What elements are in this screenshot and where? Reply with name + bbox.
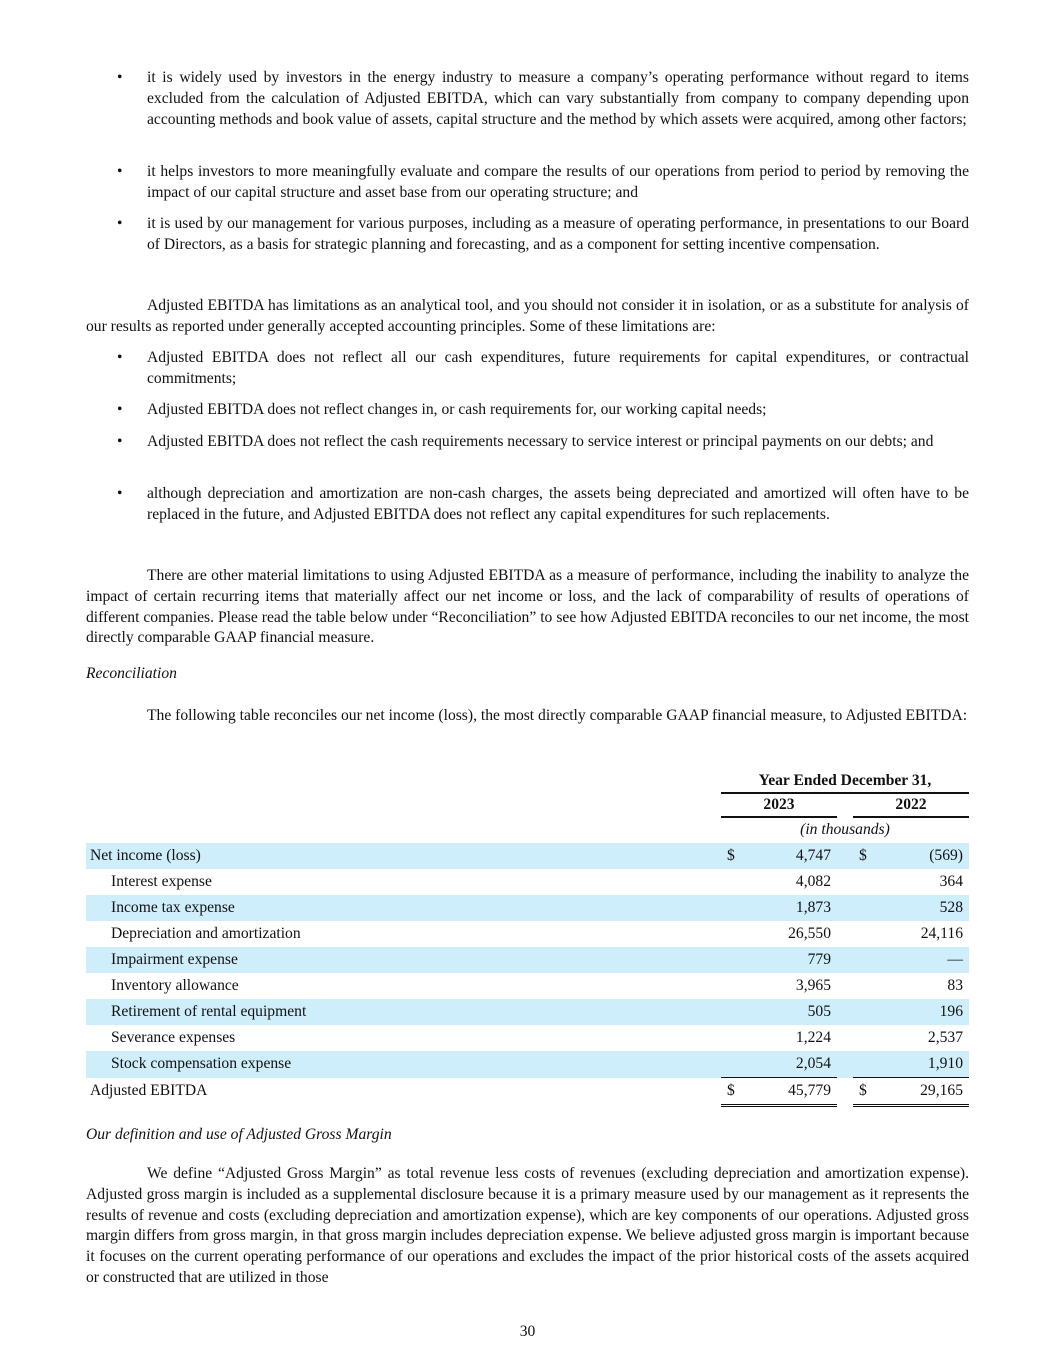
cell-v1: 3,965: [795, 976, 831, 994]
bullet-item: • it is widely used by investors in the energy industry to measure a company’s operating performance without regard to items excluded from the calculation of Adjusted EBITDA, which can vary substantially from company to company depending upon accounting methods and book value of assets, capital structure and the method by which assets were acquired, among other factors;: [117, 69, 969, 128]
table-row: [86, 869, 969, 895]
cell-label: Stock compensation expense: [86, 1051, 721, 1078]
section-heading: Reconciliation: [86, 665, 177, 682]
bullet-item: • Adjusted EBITDA does not reflect the cash requirements necessary to service interest or principal payments on our debts; and: [117, 433, 934, 450]
cell-d1: [721, 973, 757, 999]
year-header: 2022: [853, 793, 969, 817]
cell-d1: [721, 999, 757, 1025]
cell-d1: [721, 895, 757, 921]
table-row: [86, 921, 969, 947]
cell-v2: 196: [889, 999, 969, 1025]
cell-d2: [853, 1025, 889, 1051]
cell-label: Income tax expense: [86, 895, 721, 921]
cell-d2: [853, 999, 889, 1025]
paragraph: The following table reconciles our net income (loss), the most directly comparable GAAP financial measure, to Adjusted EBITDA:: [147, 707, 968, 724]
year-header: 2023: [721, 793, 837, 817]
cell-v1: 779: [757, 947, 837, 973]
table-row: [86, 947, 969, 973]
paragraph: We define “Adjusted Gross Margin” as total revenue less costs of revenues (excluding depreciation and amortization expense). Adjusted gross margin is included as a supplemental disclosure because it is a primary measure used by our management as it represents the results of revenue and costs (excluding depreciation and amortization expense), which are key components of our operations. Adjusted gross margin differs from gross margin, in that gross margin includes depreciation expense. We believe adjusted gross margin is important because it focuses on the current operating performance of our operations and excludes the impact of the prior historical costs of the assets acquired or constructed that are utilized in those: [86, 1165, 969, 1286]
cell-v1: 2,054: [757, 1051, 837, 1078]
cell-d1: $: [721, 843, 757, 869]
cell-d2: [853, 869, 889, 895]
cell-v2: 364: [939, 872, 963, 890]
section-heading: Our definition and use of Adjusted Gross Margin: [86, 1126, 392, 1143]
cell-d1: [721, 1025, 757, 1051]
cell-v2: 24,116: [920, 924, 963, 942]
table-row-total: Adjusted EBITDA $ 45,779 $ 29,165: [86, 1078, 969, 1106]
cell-v1: 4,747: [757, 843, 837, 869]
cell-d1: [721, 869, 757, 895]
cell-v1: 26,550: [788, 924, 831, 942]
cell-v2: 83: [947, 976, 963, 994]
cell-d1: [721, 1051, 757, 1078]
cell-label: Severance expenses: [111, 1028, 236, 1046]
reconciliation-table: [86, 770, 969, 1107]
cell-v2: 2,537: [927, 1028, 963, 1046]
table-row: [86, 999, 969, 1025]
cell-v2: (569): [889, 843, 969, 869]
page-number: 30: [519, 1323, 536, 1340]
table-row: [86, 843, 969, 869]
cell-label: Inventory allowance: [111, 976, 239, 994]
cell-d2: $: [853, 843, 889, 869]
cell-label: Net income (loss): [86, 843, 721, 869]
units-label: (in thousands): [800, 821, 890, 839]
cell-d2: [853, 921, 889, 947]
cell-v1: 505: [757, 999, 837, 1025]
table-row: [86, 973, 969, 999]
bullet-item: • Adjusted EBITDA does not reflect all our cash expenditures, future requirements for capital expenditures, or contractual commitments;: [117, 349, 969, 387]
cell-label: Depreciation and amortization: [111, 924, 301, 942]
cell-label: Impairment expense: [86, 947, 721, 973]
bullet-item: • Adjusted EBITDA does not reflect changes in, or cash requirements for, our working capital needs;: [117, 401, 767, 418]
table-row: [86, 1051, 969, 1078]
cell-d2: [853, 947, 889, 973]
bullet-item: • it is used by our management for various purposes, including as a measure of operating performance, in presentations to our Board of Directors, as a basis for strategic planning and forecasting, and as a component for setting incentive compensation.: [117, 215, 969, 253]
cell-label: Retirement of rental equipment: [86, 999, 721, 1025]
bullet-item: • although depreciation and amortization are non-cash charges, the assets being depreciated and amortized will often have to be replaced in the future, and Adjusted EBITDA does not reflect any capital expenditures for such replacements.: [117, 485, 969, 523]
table-row: [86, 895, 969, 921]
cell-d2: [853, 895, 889, 921]
cell-d1: [721, 921, 757, 947]
paragraph: Adjusted EBITDA has limitations as an analytical tool, and you should not consider it in isolation, or as a substitute for analysis of our results as reported under generally accepted accounting principles. Some of these limitations are:: [86, 297, 969, 335]
cell-v1: 1,224: [795, 1028, 831, 1046]
cell-v2: 1,910: [889, 1051, 969, 1078]
cell-d2: [853, 1051, 889, 1078]
cell-d2: [853, 973, 889, 999]
paragraph: There are other material limitations to using Adjusted EBITDA as a measure of performance, including the inability to analyze the impact of certain recurring items that materially affect our net income or loss, and the lack of comparability of results of operations of different companies. Please read the table below under “Reconciliation” to see how Adjusted EBITDA reconciles to our net income, the most directly comparable GAAP financial measure.: [86, 567, 969, 647]
cell-v1: 4,082: [795, 872, 831, 890]
cell-v2: 528: [889, 895, 969, 921]
cell-v1: 1,873: [757, 895, 837, 921]
table-header: Year Ended December 31,: [721, 770, 969, 793]
cell-d1: [721, 947, 757, 973]
bullet-item: • it helps investors to more meaningfully evaluate and compare the results of our operations from period to period by removing the impact of our capital structure and asset base from our operating structure; and: [117, 163, 969, 201]
cell-label: Interest expense: [111, 872, 212, 890]
cell-v2: —: [889, 947, 969, 973]
table-row: [86, 1025, 969, 1051]
